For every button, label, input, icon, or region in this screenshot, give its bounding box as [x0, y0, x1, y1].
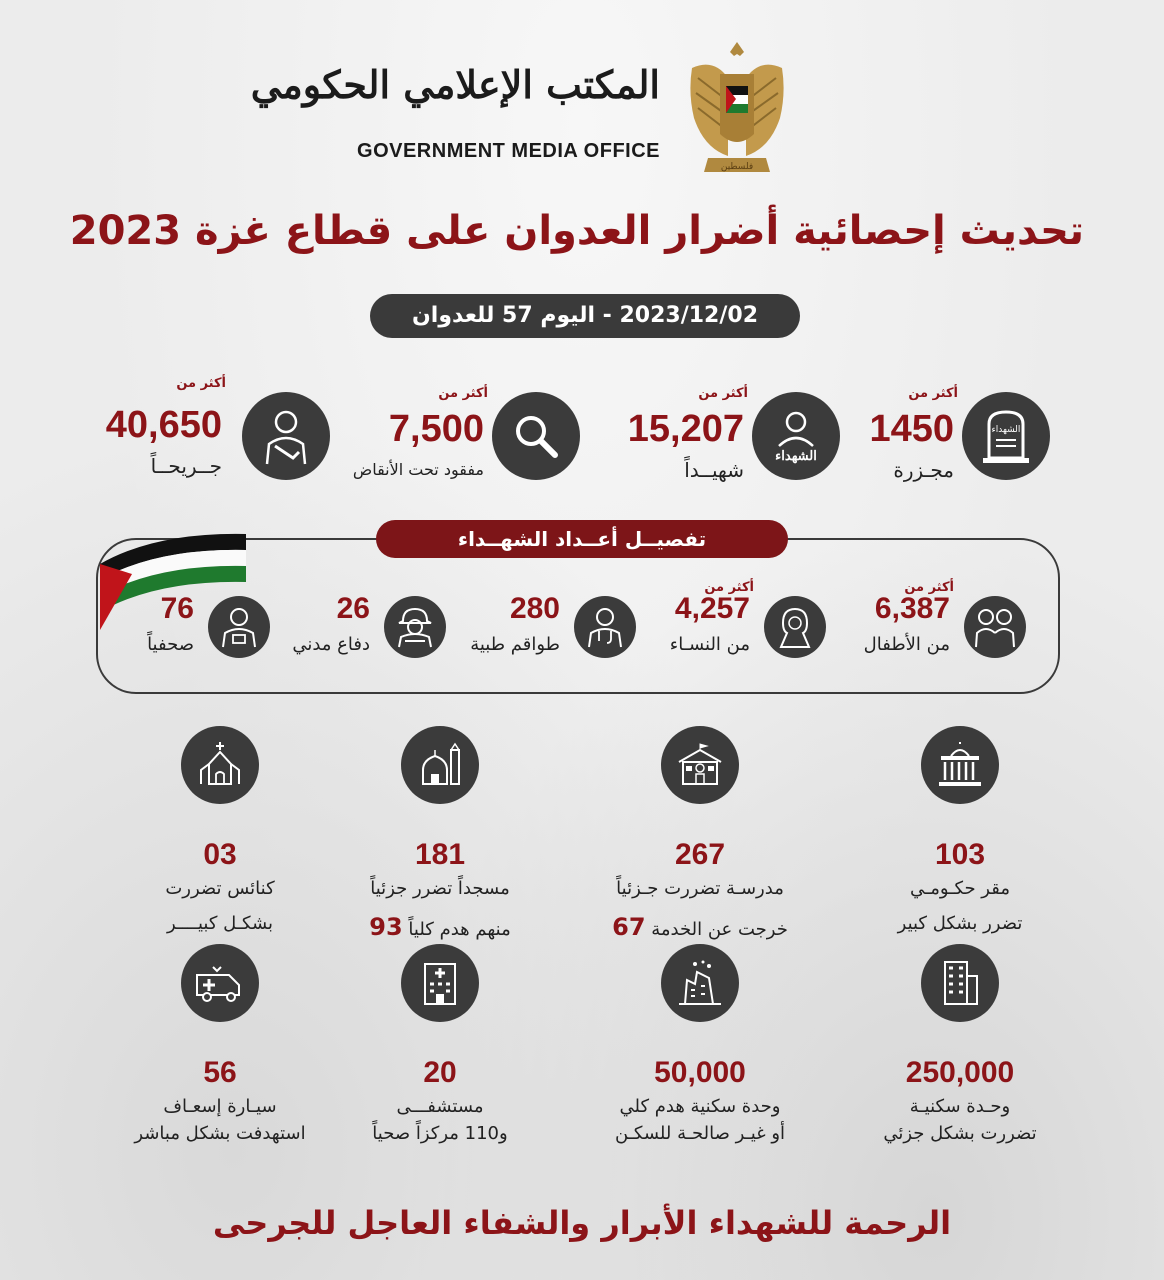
grid-label-line2: تضرر بشكل كبير	[897, 913, 1023, 934]
government-building-icon	[921, 726, 999, 804]
stat-label: شهيــداً	[684, 458, 744, 482]
children-icon	[964, 596, 1026, 658]
grid-value: 267	[674, 838, 726, 871]
page-title: تحديث إحصائية أضرار العدوان على قطاع غزة 2023	[69, 208, 1084, 254]
stat-value: 40,650	[105, 404, 222, 446]
woman-icon	[764, 596, 826, 658]
martyrs-value: 4,257	[674, 592, 750, 625]
grid-label-line2: بشكـل كبيــــر	[166, 913, 274, 934]
martyrs-value: 26	[336, 592, 370, 625]
doctor-icon	[574, 596, 636, 658]
grid-highlight-number: 67	[612, 913, 646, 941]
martyrs-label: طواقم طبية	[470, 634, 560, 655]
more-than-label: أكثر من	[904, 580, 954, 595]
grid-label-line1: مسجداً تضرر جزئياً	[370, 878, 510, 899]
stat-martyrs	[600, 380, 840, 490]
stat-hospitals	[320, 944, 560, 1144]
martyrs-label: من النسـاء	[669, 634, 750, 655]
martyrs-value: 76	[160, 592, 194, 625]
grid-label-line1: مستشفـــى	[396, 1096, 484, 1117]
martyrs-medical-staff	[466, 580, 636, 670]
grid-label-line2: استهدفت بشكل مباشر	[134, 1123, 306, 1144]
martyrs-civil-defense	[276, 580, 446, 670]
martyrs-value: 280	[509, 592, 560, 625]
grid-value: 50,000	[654, 1056, 746, 1089]
mosque-icon	[401, 726, 479, 804]
more-than-label: أكثر من	[176, 376, 226, 391]
stat-housing-destroyed	[580, 944, 820, 1144]
grid-label-line2: و110 مركزاً صحياً	[372, 1123, 508, 1144]
more-than-label: أكثر من	[698, 386, 748, 401]
grid-highlight-number: 93	[369, 913, 403, 941]
grid-label-line1: وحـدة سكنيـة	[909, 1096, 1011, 1117]
journalist-icon	[208, 596, 270, 658]
grid-value: 181	[414, 838, 466, 871]
office-name-arabic: المكتب الإعلامي الحكومي	[250, 62, 660, 107]
office-name-english: GOVERNMENT MEDIA OFFICE	[357, 140, 660, 162]
more-than-label: أكثر من	[908, 386, 958, 401]
svg-text:فلسطين: فلسطين	[720, 162, 754, 172]
stat-government-buildings	[840, 726, 1080, 934]
stat-churches	[100, 726, 340, 934]
svg-text:الشهداء: الشهداء	[991, 425, 1021, 435]
grid-label-line1: مدرسـة تضررت جـزئياً	[616, 878, 784, 899]
stat-label: مفقود تحت الأنقاض	[352, 460, 484, 479]
church-icon	[181, 726, 259, 804]
tombstone-icon	[962, 392, 1050, 480]
school-icon	[661, 726, 739, 804]
destroyed-building-icon	[661, 944, 739, 1022]
grid-value: 56	[203, 1056, 237, 1089]
stat-massacres	[850, 380, 1050, 490]
grid-label-line1: كنائس تضررت	[165, 878, 275, 899]
footer-message: الرحمة للشهداء الأبرار والشفاء العاجل للجرحى	[212, 1204, 952, 1242]
grid-label-line1: وحدة سكنية هدم كلي	[619, 1096, 781, 1117]
grid-value: 250,000	[905, 1056, 1015, 1089]
svg-text:الشهداء: الشهداء	[775, 449, 817, 464]
stat-value: 1450	[869, 408, 954, 450]
stat-value: 7,500	[388, 408, 484, 450]
apartment-building-icon	[921, 944, 999, 1022]
grid-label-line2: منهم هدم كلياً 93	[369, 913, 511, 941]
martyrs-label: دفاع مدني	[292, 634, 370, 655]
stat-missing	[340, 380, 580, 490]
date-badge: 2023/12/02 - اليوم 57 للعدوان	[370, 294, 800, 338]
firefighter-icon	[384, 596, 446, 658]
martyrs-journalists	[130, 580, 270, 670]
magnifier-icon	[492, 392, 580, 480]
martyrs-label: صحفياً	[147, 634, 194, 655]
stat-value: 15,207	[627, 408, 744, 450]
stat-schools	[580, 726, 820, 941]
palestine-eagle-emblem-icon	[684, 38, 790, 188]
stat-ambulances	[100, 944, 340, 1144]
martyrs-detail-title: تفصيــل أعــداد الشهــداء	[376, 520, 788, 558]
grid-label-line2: أو غيـر صالحـة للسكـن	[614, 1123, 786, 1144]
grid-value: 20	[423, 1056, 457, 1089]
injured-person-icon	[242, 392, 330, 480]
stat-label: جــريحــاً	[150, 454, 222, 478]
more-than-label: أكثر من	[704, 580, 754, 595]
martyrs-label: من الأطفال	[863, 634, 950, 655]
grid-label-line1: مقر حكـومـي	[910, 878, 1010, 899]
stat-injured	[90, 376, 330, 490]
logo-block	[250, 30, 800, 190]
martyrs-children	[846, 580, 1026, 670]
grid-label-line2: تضررت بشكل جزئي	[883, 1123, 1037, 1144]
grid-value: 03	[203, 838, 237, 871]
martyrs-value: 6,387	[874, 592, 950, 625]
stat-housing-partial	[840, 944, 1080, 1144]
more-than-label: أكثر من	[438, 386, 488, 401]
grid-value: 103	[934, 838, 986, 871]
hospital-icon	[401, 944, 479, 1022]
grid-label-line2: خرجت عن الخدمة 67	[612, 913, 788, 941]
stat-label: مجـزرة	[893, 458, 954, 482]
martyrs-calligraphy-icon	[752, 392, 840, 480]
ambulance-icon	[181, 944, 259, 1022]
martyrs-women	[656, 580, 826, 670]
stat-mosques	[320, 726, 560, 941]
grid-label-line1: سيـارة إسعـاف	[163, 1096, 277, 1117]
